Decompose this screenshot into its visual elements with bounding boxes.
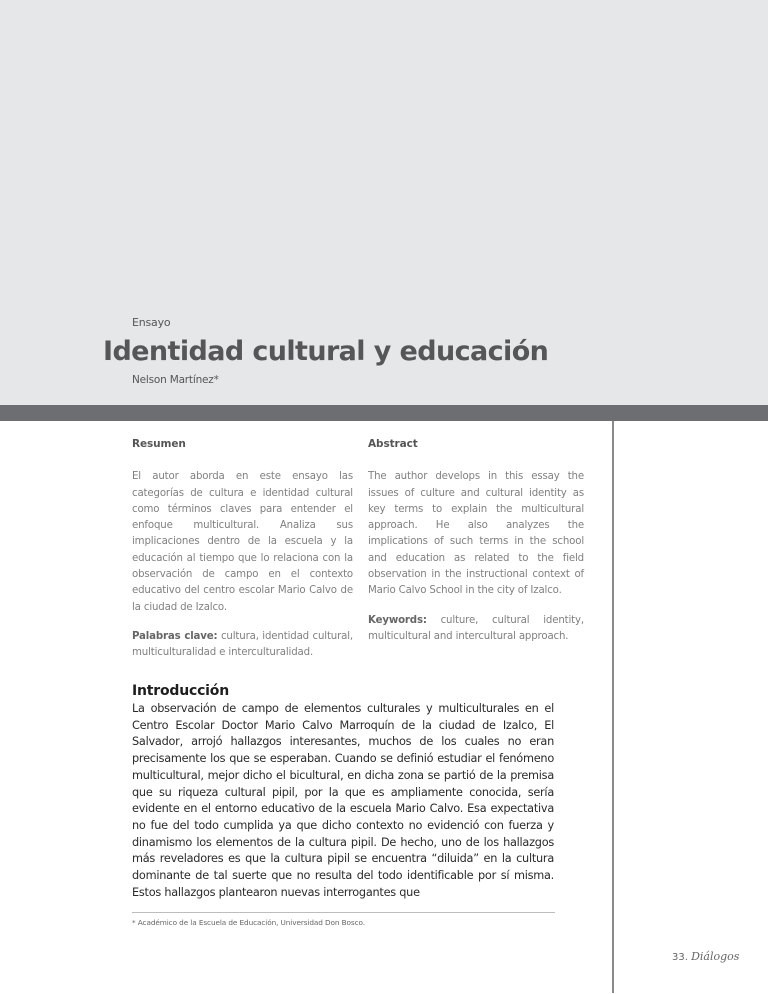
abstract-heading: Abstract bbox=[368, 438, 418, 450]
introduction-heading: Introducción bbox=[132, 683, 229, 699]
footnote-separator bbox=[132, 912, 555, 913]
resumen-body: El autor aborda en este ensayo las categorías de cultura e identidad cultural como términos claves para entender el enfoque multicultural. Analiza sus implicaciones dentro de la escuela y la educación al tiempo que lo relaciona con la observación de campo en el contexto educativo del centro escolar Mario Calvo de la ciudad de Izalco. bbox=[132, 471, 353, 613]
palabras-clave-values: cultura, identidad cultural, multiculturalidad e interculturalidad. bbox=[132, 630, 353, 659]
author-name: Nelson Martínez* bbox=[132, 374, 219, 386]
article-title: Identidad cultural y educación bbox=[103, 336, 549, 367]
page-number: 33. bbox=[672, 952, 688, 963]
palabras-clave-label: Palabras clave: bbox=[132, 630, 218, 642]
header-divider-band bbox=[0, 405, 768, 421]
abstract-body: The author develops in this essay the issues of culture and cultural identity as key terms to explain the multicultural approach. He also analyzes the implications of such terms in the school and education as related to the field observation in the instructional context of Mario Calvo School in the city of Izalco. bbox=[368, 471, 584, 597]
keywords-label: Keywords: bbox=[368, 614, 427, 626]
keywords bbox=[368, 613, 584, 646]
section-label: Ensayo bbox=[132, 316, 171, 329]
abstract-column bbox=[368, 436, 584, 658]
keywords-values: culture, cultural identity, multicultural and intercultural approach. bbox=[368, 614, 584, 642]
page-footer bbox=[672, 950, 739, 963]
introduction-body: La observación de campo de elementos culturales y multiculturales en el Centro Escolar Doctor Mario Calvo Marroquín de la ciudad de Izalco, El Salvador, arrojó hallazgos interesantes, muchos de los cuales no eran precisamente los que se esperaban. Cuando se definió estudiar el fenómeno multicultural, mejor dicho el bicultural, en dicha zona se partió de la premisa que su riqueza cultural pipil, por la que es ampliamente conocida, sería evidente en el entorno educativo de la escuela Mario Calvo. Esa expectativa no fue del todo cumplida ya que dicho contexto no evidenció con fuerza y dinamismo los elementos de la cultura pipil. De hecho, uno de los hallazgos más reveladores es que la cultura pipil se encuentra “diluida” en la cultura dominante de tal suerte que no resulta del todo identificable por sí misma. Estos hallazgos plantearon nuevas interrogantes que bbox=[132, 702, 554, 899]
margin-vertical-rule bbox=[612, 421, 614, 993]
palabras-clave bbox=[132, 629, 353, 662]
resumen-column bbox=[132, 436, 353, 675]
resumen-heading: Resumen bbox=[132, 438, 186, 450]
journal-name: Diálogos bbox=[691, 950, 740, 963]
footnote: * Académico de la Escuela de Educación, Universidad Don Bosco. bbox=[132, 918, 365, 927]
